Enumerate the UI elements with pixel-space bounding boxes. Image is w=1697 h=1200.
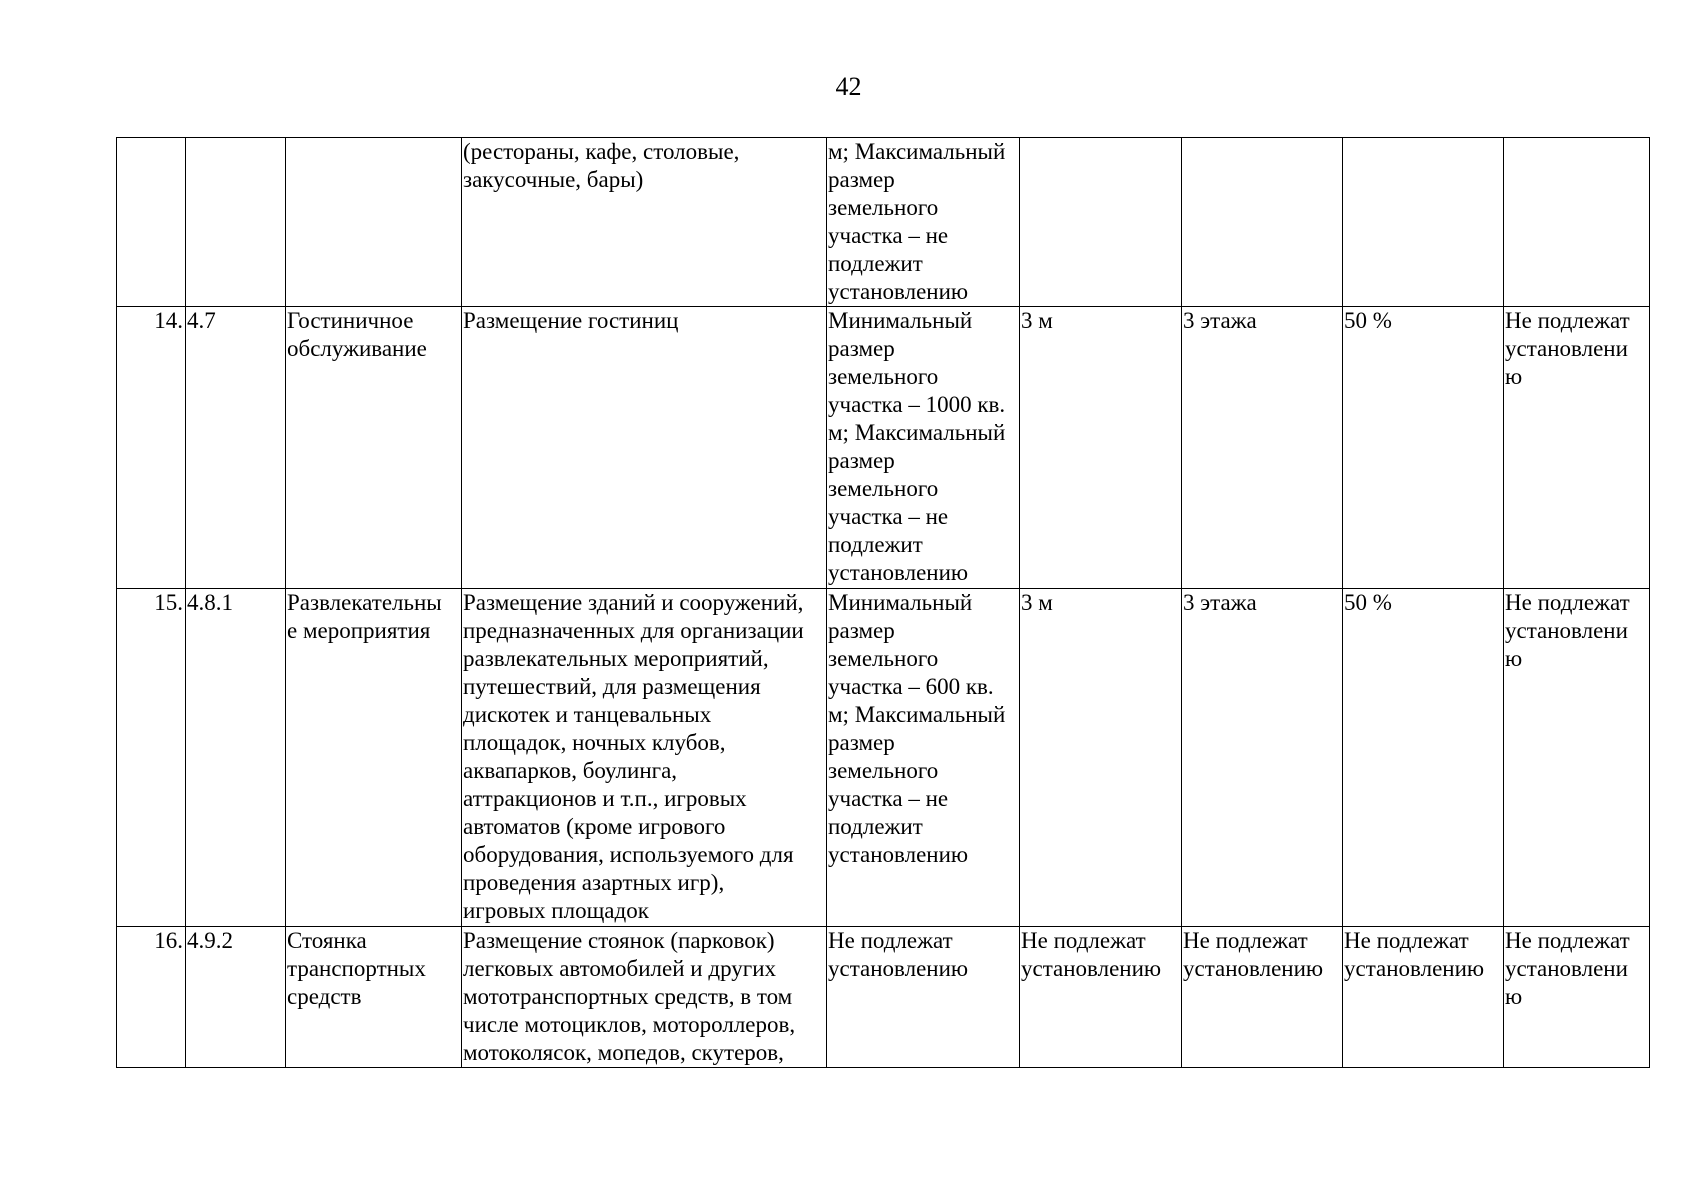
- use-name: Стоянка транспортных средств: [286, 927, 462, 1068]
- min-setback: 3 м: [1020, 307, 1182, 589]
- plot-size-limits: Минимальный размер земельного участка – 1000 кв. м; Максимальный размер земельного участка – не подлежит установлению: [827, 307, 1020, 589]
- row-number: 14.: [117, 307, 186, 589]
- zoning-regulations-table: [116, 137, 1650, 1068]
- other-parameters: Не подлежат установлени ю: [1504, 927, 1650, 1068]
- other-parameters: Не подлежат установлени ю: [1504, 589, 1650, 927]
- use-name: [286, 138, 462, 307]
- max-floors: [1182, 138, 1343, 307]
- use-name: Развлекательны е мероприятия: [286, 589, 462, 927]
- row-number: 16.: [117, 927, 186, 1068]
- use-description: Размещение зданий и сооружений, предназначенных для организации развлекательных мероприятий, путешествий, для размещения дискотек и танцевальных площадок, ночных клубов, аквапарков, боулинга, аттракционов и т.п., игровых автоматов (кроме игрового оборудования, используемого для проведения азартных игр), игровых площадок: [462, 589, 827, 927]
- table-row: [117, 589, 1650, 927]
- use-code: 4.9.2: [186, 927, 286, 1068]
- use-code: 4.8.1: [186, 589, 286, 927]
- plot-size-limits: м; Максимальный размер земельного участка – не подлежит установлению: [827, 138, 1020, 307]
- row-number: 15.: [117, 589, 186, 927]
- table-row: [117, 927, 1650, 1068]
- min-setback: Не подлежат установлению: [1020, 927, 1182, 1068]
- other-parameters: [1504, 138, 1650, 307]
- max-floors: 3 этажа: [1182, 307, 1343, 589]
- use-description: Размещение гостиниц: [462, 307, 827, 589]
- table-row: [117, 138, 1650, 307]
- plot-size-limits: Минимальный размер земельного участка – 600 кв. м; Максимальный размер земельного участка – не подлежит установлению: [827, 589, 1020, 927]
- use-description: Размещение стоянок (парковок) легковых автомобилей и других мототранспортных средств, в том числе мотоциклов, мотороллеров, мотоколясок, мопедов, скутеров,: [462, 927, 827, 1068]
- min-setback: [1020, 138, 1182, 307]
- use-name: Гостиничное обслуживание: [286, 307, 462, 589]
- table-row: [117, 307, 1650, 589]
- use-code: 4.7: [186, 307, 286, 589]
- use-code: [186, 138, 286, 307]
- use-description: (рестораны, кафе, столовые, закусочные, бары): [462, 138, 827, 307]
- max-coverage: Не подлежат установлению: [1343, 927, 1504, 1068]
- other-parameters: Не подлежат установлени ю: [1504, 307, 1650, 589]
- plot-size-limits: Не подлежат установлению: [827, 927, 1020, 1068]
- page-number: 42: [835, 72, 862, 101]
- max-floors: Не подлежат установлению: [1182, 927, 1343, 1068]
- max-coverage: 50 %: [1343, 307, 1504, 589]
- row-number: [117, 138, 186, 307]
- max-coverage: [1343, 138, 1504, 307]
- max-floors: 3 этажа: [1182, 589, 1343, 927]
- max-coverage: 50 %: [1343, 589, 1504, 927]
- min-setback: 3 м: [1020, 589, 1182, 927]
